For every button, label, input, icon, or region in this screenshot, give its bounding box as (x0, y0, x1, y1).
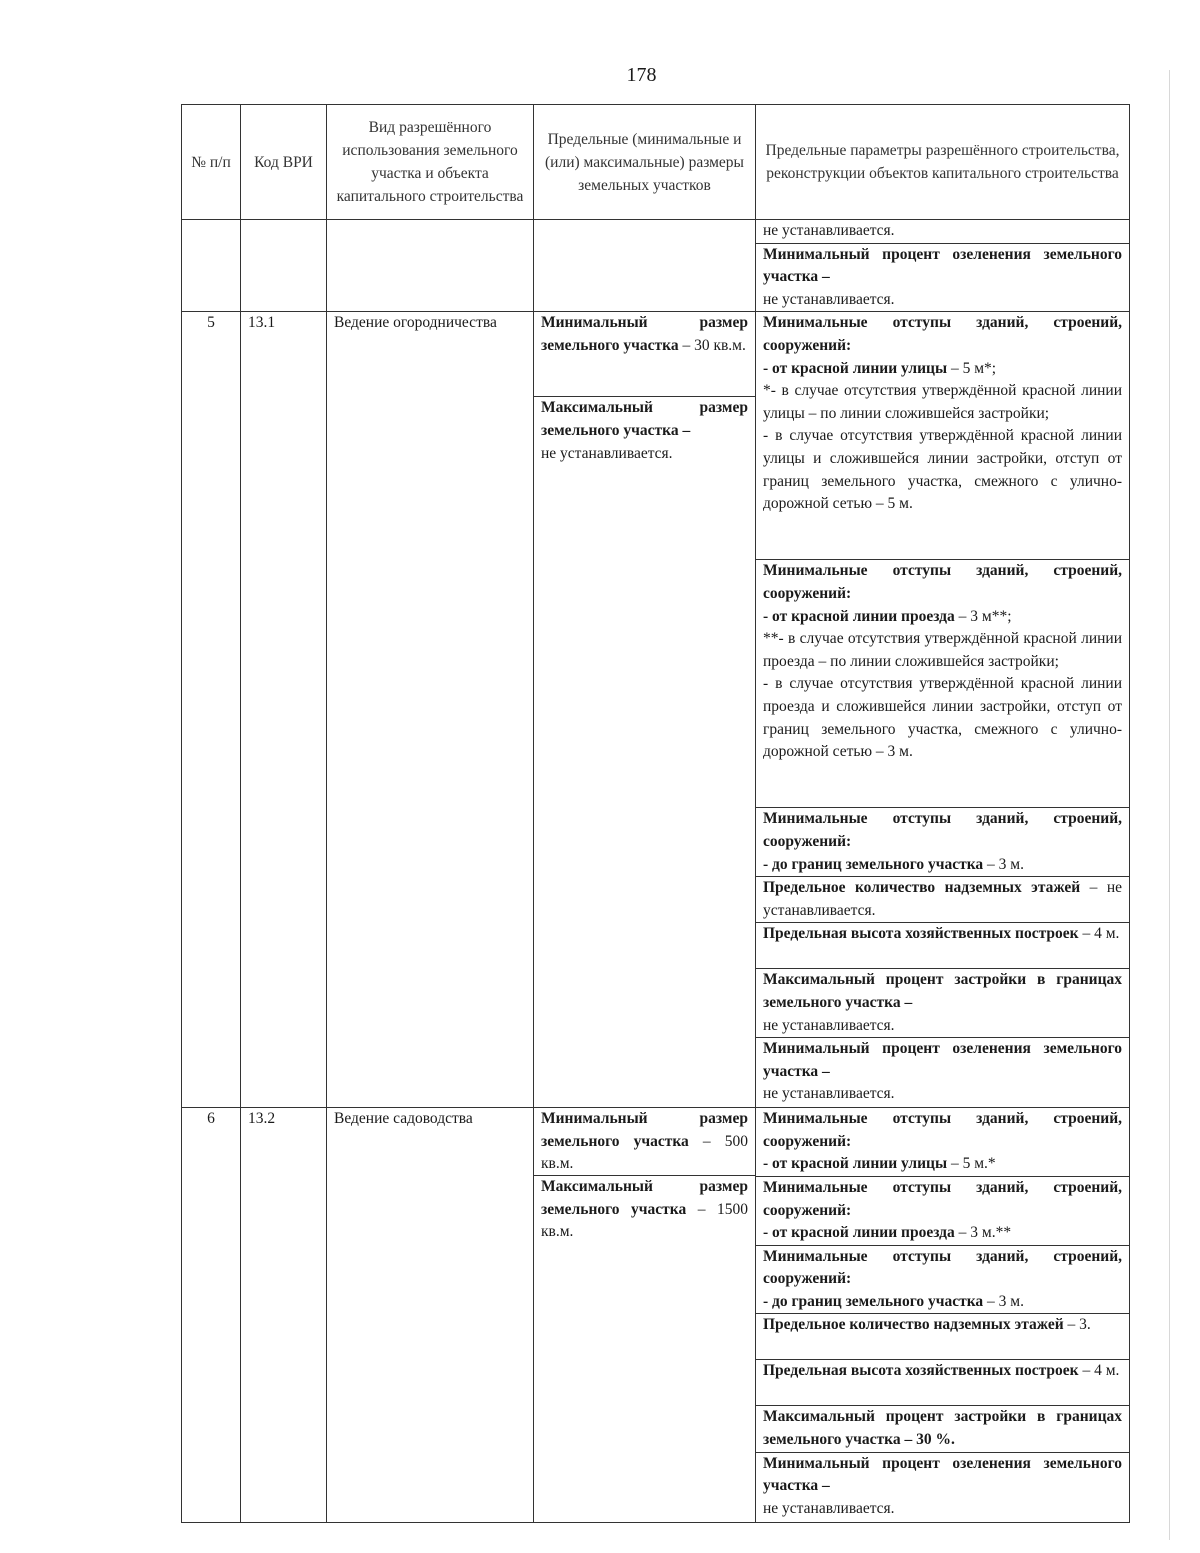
param-text: *- в случае отсутствия утверждённой красной линии улицы – по линии сложившейся застройки; (763, 382, 1122, 422)
param-text: не устанавливается. (763, 1085, 895, 1103)
table-row (182, 220, 1130, 244)
param-bold: Минимальные отступы зданий, строений, сооружений: (763, 562, 1122, 602)
param-bold: Предельная высота хозяйственных построек (763, 1362, 1079, 1380)
size-max-text: – 1500 кв.м. (541, 1200, 748, 1241)
param-text: не устанавливается. (763, 1499, 895, 1517)
header-use: Вид разрешённого использования земельного участка и объекта капитального строительства (327, 105, 534, 220)
row-use: Ведение садоводства (327, 1108, 534, 1523)
header-row (182, 105, 1130, 220)
param-text: – 3 м. (983, 855, 1024, 873)
param-text: – 5 м*; (947, 359, 997, 377)
param-cell (756, 808, 1130, 877)
cont-code-cell (241, 220, 327, 312)
size-min-text: – 500 кв.м. (541, 1132, 749, 1173)
param-cell (756, 1038, 1130, 1108)
header-num: № п/п (182, 105, 241, 220)
row-use: Ведение огородничества (327, 312, 534, 1108)
param-bold: - до границ земельного участка (763, 1292, 984, 1310)
param-bold: Максимальный процент застройки в границах земельного участка (763, 1408, 1122, 1449)
param-cell (756, 877, 1130, 923)
header-code: Код ВРИ (241, 105, 327, 220)
param-text: не устанавливается. (763, 1016, 895, 1034)
cont-num-cell (182, 220, 241, 312)
table-row (182, 1108, 1130, 1177)
param-bold: Минимальные отступы зданий, строений, сооружений: (763, 810, 1122, 850)
size-max-bold: Максимальный размер земельного участка (541, 1178, 748, 1218)
scan-edge-line (1169, 70, 1170, 1540)
param-bold: – 30 %. (900, 1431, 955, 1449)
param-text: – 3 м.** (954, 1224, 1012, 1242)
param-bold: Минимальный процент озеленения земельного участка – (763, 1454, 1122, 1495)
param-text: – не устанавливается. (763, 879, 1122, 919)
row-code: 13.2 (241, 1108, 327, 1523)
param-bold: Минимальные отступы зданий, строений, сооружений: (763, 314, 1122, 354)
header-sizes: Предельные (минимальные и (или) максимальные) размеры земельных участков (534, 105, 756, 220)
param-cell (756, 1406, 1130, 1452)
size-max-block (534, 397, 755, 465)
param-text: **- в случае отсутствия утверждённой красной линии проезда – по линии сложившейся застройки; (763, 630, 1122, 670)
param-text: – 4 м. (1078, 1362, 1120, 1380)
param-bold: Минимальные отступы зданий, строений, сооружений: (763, 1247, 1122, 1288)
size-max-bold: Максимальный размер земельного участка – (541, 399, 748, 439)
param-cell (756, 1176, 1130, 1245)
row-number: 6 (182, 1108, 241, 1523)
param-text: не устанавливается. (763, 222, 895, 239)
header-params: Предельные параметры разрешённого строительства, реконструкции объектов капитального строительства (756, 105, 1130, 220)
param-bold: Минимальные отступы зданий, строений, сооружений: (763, 1110, 1122, 1150)
param-cell (756, 220, 1130, 244)
param-cell (756, 312, 1130, 560)
sizes-cell (534, 312, 756, 1108)
param-text: – 3 м**; (954, 607, 1012, 625)
param-bold: Минимальный процент озеленения земельного участка – (763, 245, 1122, 286)
cont-use-cell (327, 220, 534, 312)
param-cell (756, 923, 1130, 969)
param-text: не устанавливается. (763, 290, 895, 308)
param-bold: Максимальный процент застройки в границах земельного участка – (763, 971, 1122, 1011)
param-cell (756, 243, 1130, 312)
param-text: - в случае отсутствия утверждённой красной линии улицы и сложившейся линии застройки, отступ от границ земельного участка, смежного с улично-дорожной сетью – 5 м. (763, 427, 1122, 513)
param-cell (756, 1452, 1130, 1522)
param-bold: - от красной линии проезда (763, 1224, 955, 1242)
param-bold: Предельная высота хозяйственных построек (763, 925, 1079, 943)
param-text: – 3 м. (983, 1292, 1024, 1310)
zoning-table (181, 104, 1130, 1523)
size-max-text: не устанавливается. (541, 444, 673, 462)
cont-sizes-cell (534, 220, 756, 312)
param-bold: Минимальный процент озеленения земельного участка – (763, 1040, 1122, 1080)
row-code: 13.1 (241, 312, 327, 1108)
row-number: 5 (182, 312, 241, 1108)
sizes-cell (534, 1108, 756, 1523)
size-min-bold: Минимальный размер земельного участка (541, 314, 748, 354)
param-bold: - до границ земельного участка (763, 855, 984, 873)
param-bold: - от красной линии улицы (763, 1155, 948, 1173)
size-min-block (534, 312, 755, 397)
param-bold: - от красной линии улицы (763, 359, 948, 377)
param-cell (756, 1314, 1130, 1360)
param-text: – 3. (1063, 1316, 1091, 1334)
param-bold: Предельное количество надземных этажей (763, 1316, 1064, 1334)
param-bold: - от красной линии проезда (763, 607, 955, 625)
size-min-bold: Минимальный размер земельного участка (541, 1110, 748, 1150)
param-text: – 4 м. (1078, 925, 1120, 943)
param-text: - в случае отсутствия утверждённой красной линии проезда и сложившейся линии застройки, отступ от границ земельного участка, смежного с улично-дорожной сетью – 3 м. (763, 675, 1122, 761)
param-cell (756, 1360, 1130, 1406)
table-row (182, 312, 1130, 560)
param-cell (756, 969, 1130, 1038)
param-bold: Предельное количество надземных этажей (763, 879, 1081, 897)
param-text: – 5 м.* (947, 1155, 996, 1173)
param-cell (756, 560, 1130, 808)
param-cell (756, 1108, 1130, 1177)
param-cell (756, 1245, 1130, 1314)
page-number: 178 (626, 64, 657, 86)
size-min-block (534, 1108, 755, 1176)
size-min-text: – 30 кв.м. (678, 336, 746, 354)
size-max-block (534, 1176, 755, 1244)
param-bold: Минимальные отступы зданий, строений, сооружений: (763, 1178, 1122, 1219)
